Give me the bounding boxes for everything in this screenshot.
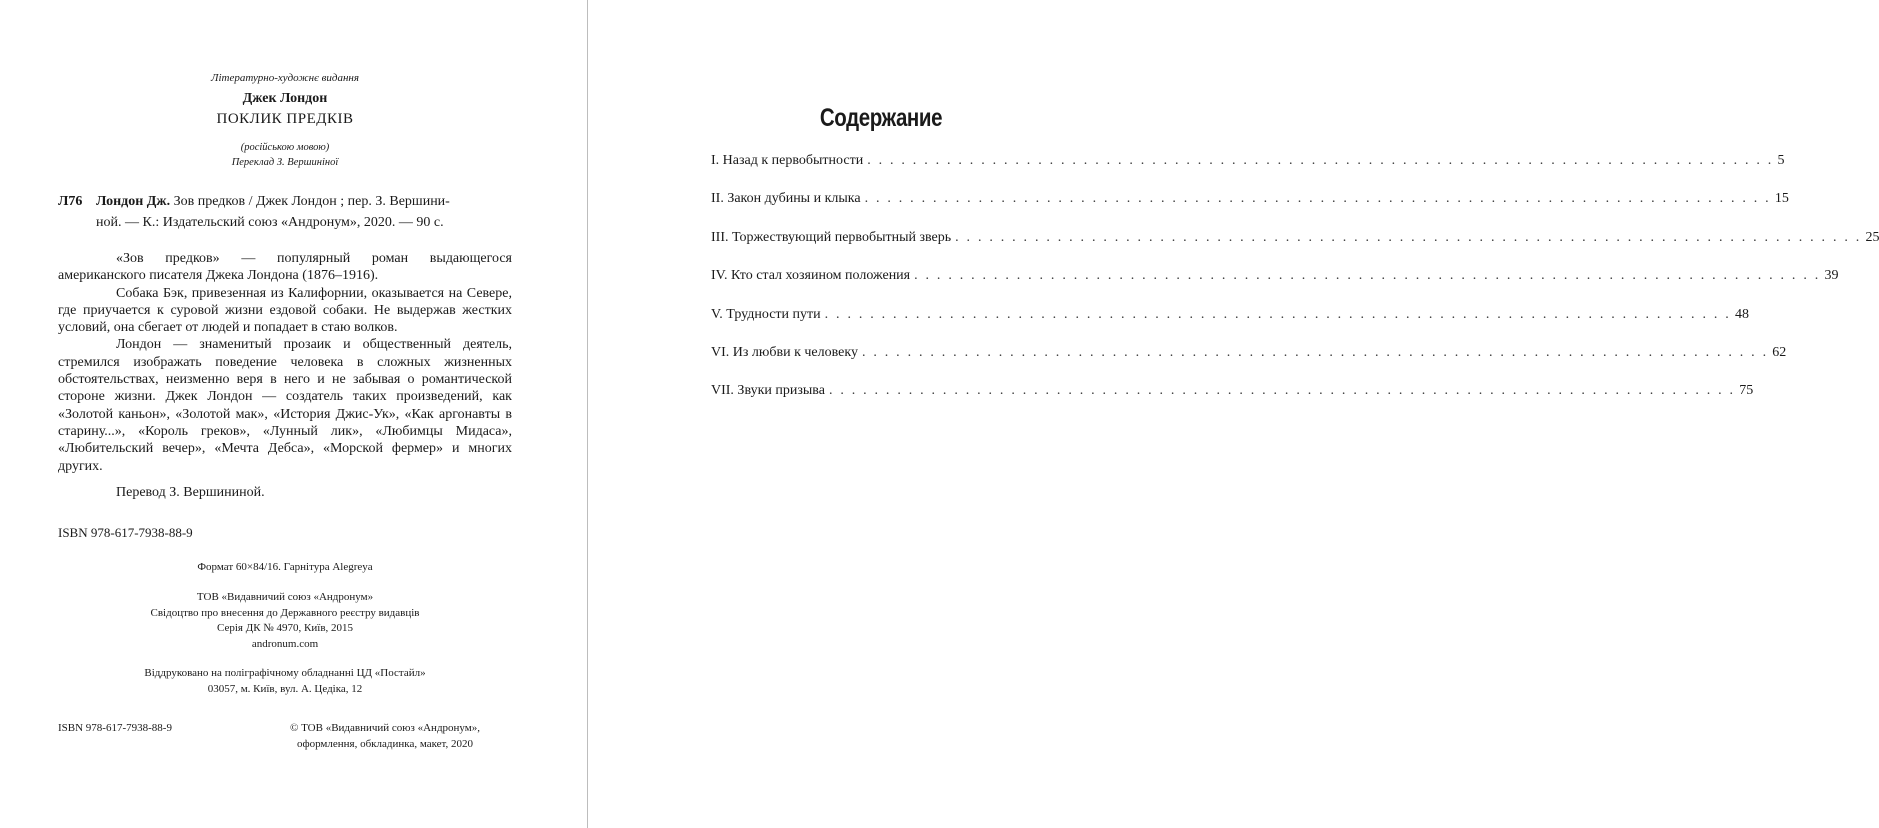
toc-item[interactable] bbox=[711, 188, 1789, 226]
copyright bbox=[258, 721, 512, 752]
book-title: ПОКЛИК ПРЕДКІВ bbox=[216, 111, 354, 127]
toc-dot-leader: . . . . . . . . . . . . . . . . . . . . . . . . . . . . . . . . . . . . . . . . . . . . . . . . . . . . . . . . . . . . . . . . . . . . . . . . . . . . . . . . bbox=[867, 153, 1774, 168]
copyright-line: оформлення, обкладинка, макет, 2020 bbox=[296, 737, 474, 750]
contents-page bbox=[588, 0, 1879, 828]
toc-item[interactable] bbox=[711, 342, 1787, 380]
catalog-author: Лондон Дж. bbox=[96, 194, 171, 209]
printing-line: Віддруковано на поліграфічному обладнанні ЦД «Постайл» bbox=[144, 667, 426, 679]
toc-item-page: 15 bbox=[1774, 191, 1789, 207]
toc-item[interactable] bbox=[711, 150, 1785, 188]
publisher-line: Серія ДК № 4970, Київ, 2015 bbox=[216, 622, 354, 634]
toc-item-label: IV. Кто стал хозяином положения bbox=[711, 268, 911, 284]
author-name: Джек Лондон bbox=[242, 91, 328, 106]
toc-item-page: 25 bbox=[1865, 229, 1879, 245]
toc-dot-leader: . . . . . . . . . . . . . . . . . . . . . . . . . . . . . . . . . . . . . . . . . . . . . . . . . . . . . . . . . . . . . . . . . . . . . . . . . . . . . . . . bbox=[955, 229, 1862, 245]
catalog-entry bbox=[58, 191, 512, 233]
publisher-info bbox=[58, 590, 512, 652]
printing-address: 03057, м. Київ, вул. А. Цедіка, 12 bbox=[207, 682, 363, 695]
toc-item-label: V. Трудности пути bbox=[711, 306, 821, 322]
publisher-line: Свідоцтво про внесення до Державного реєстру видавців bbox=[150, 606, 420, 619]
toc-item-label: III. Торжествующий первобытный зверь bbox=[711, 229, 952, 245]
toc-list bbox=[711, 150, 1879, 419]
footer-isbn: ISBN 978-617-7938-88-9 bbox=[58, 722, 172, 734]
annotation-paragraph-2: Собака Бэк, привезенная из Калифорнии, оказывается на Севере, где приучается к суровой жизни ездовой собаки. Не выдержав жестких условий, она сбегает от людей и попадает в стаю волков. bbox=[58, 285, 512, 336]
toc-dot-leader: . . . . . . . . . . . . . . . . . . . . . . . . . . . . . . . . . . . . . . . . . . . . . . . . . . . . . . . . . . . . . . . . . . . . . . . . . . . . . . . . bbox=[914, 268, 1821, 284]
catalog-description-cont: ной. — К.: Издательский союз «Андронум», 2020. — 90 с. bbox=[96, 215, 444, 230]
toc-title: Содержание bbox=[819, 104, 943, 132]
catalog-code: Л76 bbox=[58, 194, 83, 209]
publisher-website: andronum.com bbox=[251, 637, 319, 650]
toc-dot-leader: . . . . . . . . . . . . . . . . . . . . . . . . . . . . . . . . . . . . . . . . . . . . . . . . . . . . . . . . . . . . . . . . . . . . . . . . . . . . . . . . bbox=[864, 191, 1771, 207]
toc-dot-leader: . . . . . . . . . . . . . . . . . . . . . . . . . . . . . . . . . . . . . . . . . . . . . . . . . . . . . . . . . . . . . . . . . . . . . . . . . . . . . . . . bbox=[861, 344, 1769, 360]
toc-item-label: I. Назад к первобытности bbox=[711, 153, 864, 168]
annotation bbox=[58, 250, 512, 501]
toc-dot-leader: . . . . . . . . . . . . . . . . . . . . . . . . . . . . . . . . . . . . . . . . . . . . . . . . . . . . . . . . . . . . . . . . . . . . . . . . . . . . . . . . bbox=[828, 383, 1736, 399]
translation-note: Перевод З. Вершининой. bbox=[116, 484, 265, 500]
edition-type: Літературно-художнє видання bbox=[211, 72, 359, 84]
toc-dot-leader: . . . . . . . . . . . . . . . . . . . . . . . . . . . . . . . . . . . . . . . . . . . . . . . . . . . . . . . . . . . . . . . . . . . . . . . . . . . . . . . . bbox=[824, 306, 1731, 322]
toc-item[interactable] bbox=[711, 265, 1839, 303]
toc-item-page: 62 bbox=[1772, 344, 1787, 360]
toc-item-page: 75 bbox=[1739, 383, 1754, 399]
language-note: (російською мовою) bbox=[240, 142, 330, 153]
imprint-page bbox=[0, 0, 587, 828]
publisher-line: ТОВ «Видавничий союз «Андронум» bbox=[196, 591, 374, 603]
toc-item-page: 5 bbox=[1777, 153, 1785, 168]
toc-item-label: II. Закон дубины и клыка bbox=[711, 191, 861, 207]
toc-item[interactable] bbox=[711, 380, 1754, 418]
toc-item-label: VI. Из любви к человеку bbox=[711, 344, 858, 360]
annotation-paragraph-1: «Зов предков» — популярный роман выдающегося американского писателя Джека Лондона (1876–1916). bbox=[58, 251, 512, 284]
title-block bbox=[58, 70, 512, 170]
printing-info bbox=[58, 666, 512, 697]
toc-item-page: 39 bbox=[1824, 268, 1839, 284]
isbn: ISBN 978-617-7938-88-9 bbox=[58, 525, 193, 540]
toc-item-label: VII. Звуки призыва bbox=[711, 383, 825, 399]
catalog-description: Зов предков / Джек Лондон ; пер. З. Вершини- bbox=[173, 194, 450, 209]
translator-note: Переклад З. Вершиніної bbox=[231, 157, 339, 168]
toc-item[interactable] bbox=[711, 227, 1879, 265]
format-line: Формат 60×84/16. Гарнітура Alegreya bbox=[197, 561, 373, 573]
toc-item[interactable] bbox=[711, 304, 1749, 342]
toc-item-page: 48 bbox=[1734, 306, 1749, 322]
annotation-paragraph-3: Лондон — знаменитый прозаик и общественный деятель, стремился изображать поведение человека в сложных жизненных обстоятельствах, неизменно веря в него и не забывая о романтической стороне жизни. Джек Лондон — создатель таких произведений, как «Золотой каньон», «Золотой мак», «История Джис-Ук», «Как аргонавты в старину...», «Король греков», «Лунный лик», «Любимцы Мидаса», «Любительский вечер», «Мечта Дебса», «Морской фермер» и многих других. bbox=[58, 337, 512, 474]
copyright-line: © ТОВ «Видавничий союз «Андронум», bbox=[289, 722, 480, 734]
